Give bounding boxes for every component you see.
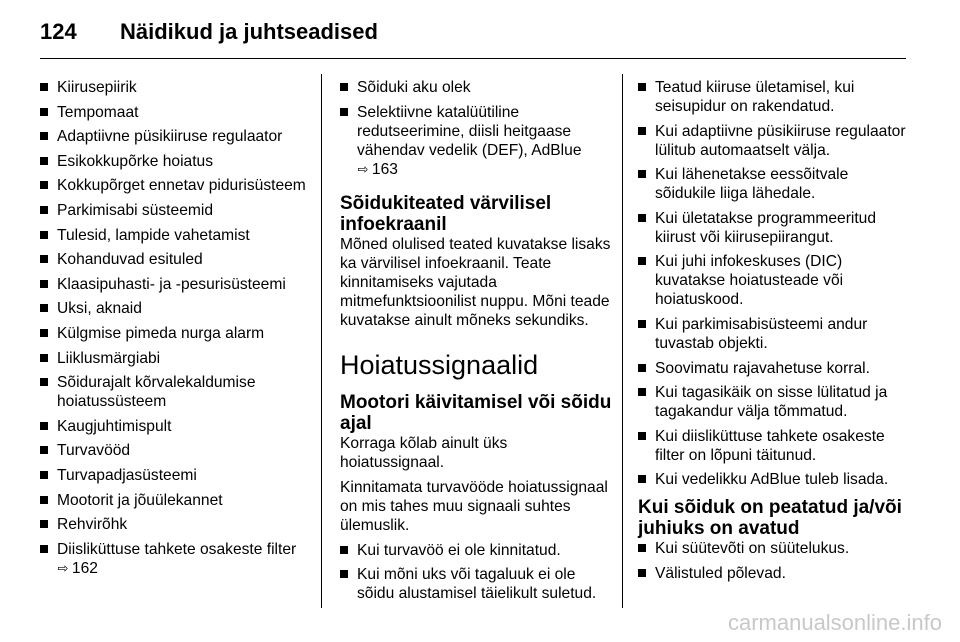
page-number: 124 [40,19,77,44]
list-item: Mootorit ja jõuülekannet [40,491,308,510]
list-item: Kokkupõrget ennetav pidurisüsteem [40,176,308,195]
list-item: Sõiduki aku olek [340,78,612,97]
list-item: Külgmise pimeda nurga alarm [40,324,308,343]
list-item: Kui adaptiivne püsikiiruse regulaator lülitub automaatselt välja. [638,122,906,160]
topic-list [340,78,612,179]
list-item: Kui lähenetakse eessõitvale sõidukile liiga lähedale. [638,165,906,203]
list-item: Rehvirõhk [40,515,308,534]
list-item: Tulesid, lampide vahetamist [40,226,308,245]
list-item-label: Selektiivne katalüütiline redutseerimine, diisli heitgaase vähendav vedelik (DEF), AdBlue [357,103,582,159]
page-reference-link[interactable]: ⇧ 163 [357,161,398,178]
list-item: Kohanduvad esituled [40,250,308,269]
list-item: Esikokkupõrke hoiatus [40,152,308,171]
list-item: Adaptiivne püsikiiruse regulaator [40,127,308,146]
header-divider [40,58,906,59]
page-reference-link[interactable]: ⇧ 162 [57,560,98,577]
page-title: Näidikud ja juhtseadised [120,19,378,44]
list-item: Soovimatu rajavahetuse korral. [638,359,906,378]
list-item: Kui vedelikku AdBlue tuleb lisada. [638,470,906,489]
paragraph: Kinnitamata turvavööde hoiatussignaal on mis tahes muu signaali suhtes ülemuslik. [340,478,608,534]
list-item: Sõidurajalt kõrvalekaldumise hoiatussüsteem [40,373,308,411]
list-item: Parkimisabi süsteemid [40,201,308,220]
list-item: Turvavööd [40,441,308,460]
list-item: Kui turvavöö ei ole kinnitatud. [340,541,612,560]
list-item [340,103,612,179]
topic-list [40,78,308,578]
warning-list [340,541,612,604]
watermark: carmanualsonline.info [727,610,942,635]
list-item: Kui parkimisabisüsteemi andur tuvastab objekti. [638,315,906,353]
list-item: Liiklusmärgiabi [40,349,308,368]
list-item: Klaasipuhasti- ja -pesurisüsteemi [40,275,308,294]
column-divider [321,74,322,608]
list-item: Kui juhi infokeskuses (DIC) kuvatakse hoiatusteade või hoiatuskood. [638,252,906,309]
list-item: Teatud kiiruse ületamisel, kui seisupidur on rakendatud. [638,78,906,116]
column-divider [622,74,623,608]
warning-list [638,78,906,489]
list-item: Kaugjuhtimispult [40,417,308,436]
main-heading: Hoiatussignaalid [340,349,539,380]
warning-list [638,539,906,583]
column-right [638,78,906,589]
list-item [40,540,308,578]
page-header [40,14,378,50]
list-item: Turvapadjasüsteemi [40,466,308,485]
list-item-label: Diisliküttuse tahkete osakeste filter [57,540,297,558]
column-left [40,78,308,583]
paragraph: Mõned olulised teated kuvatakse lisaks ka värvilisel infoekraanil. Teate kinnitamiseks vajutada mitmefunktsioonilist nuppu. Mõni teade kuvatakse ainult mõneks sekundiks. [340,235,611,329]
list-item: Uksi, aknaid [40,299,308,318]
list-item: Kui mõni uks või tagaluuk ei ole sõidu alustamisel täielikult suletud. [340,565,612,603]
paragraph: Korraga kõlab ainult üks hoiatussignaal. [340,434,508,471]
section-heading: Kui sõiduk on peatatud ja/või juhiuks on avatud [638,497,902,540]
section-heading: Mootori käivitamisel või sõidu ajal [340,391,612,434]
list-item: Kui diisliküttuse tahkete osakeste filter on lõpuni täitunud. [638,427,906,465]
list-item: Kui tagasikäik on sisse lülitatud ja tagakandur välja tõmmatud. [638,383,906,421]
list-item: Kiirusepiirik [40,78,308,97]
list-item: Välistuled põlevad. [638,564,906,583]
list-item: Tempomaat [40,103,308,122]
list-item: Kui süütevõti on süütelukus. [638,539,906,558]
column-middle [340,78,612,609]
list-item: Kui ületatakse programmeeritud kiirust või kiirusepiirangut. [638,209,906,247]
section-heading: Sõidukiteated värvilisel infoekraanil [340,192,552,235]
